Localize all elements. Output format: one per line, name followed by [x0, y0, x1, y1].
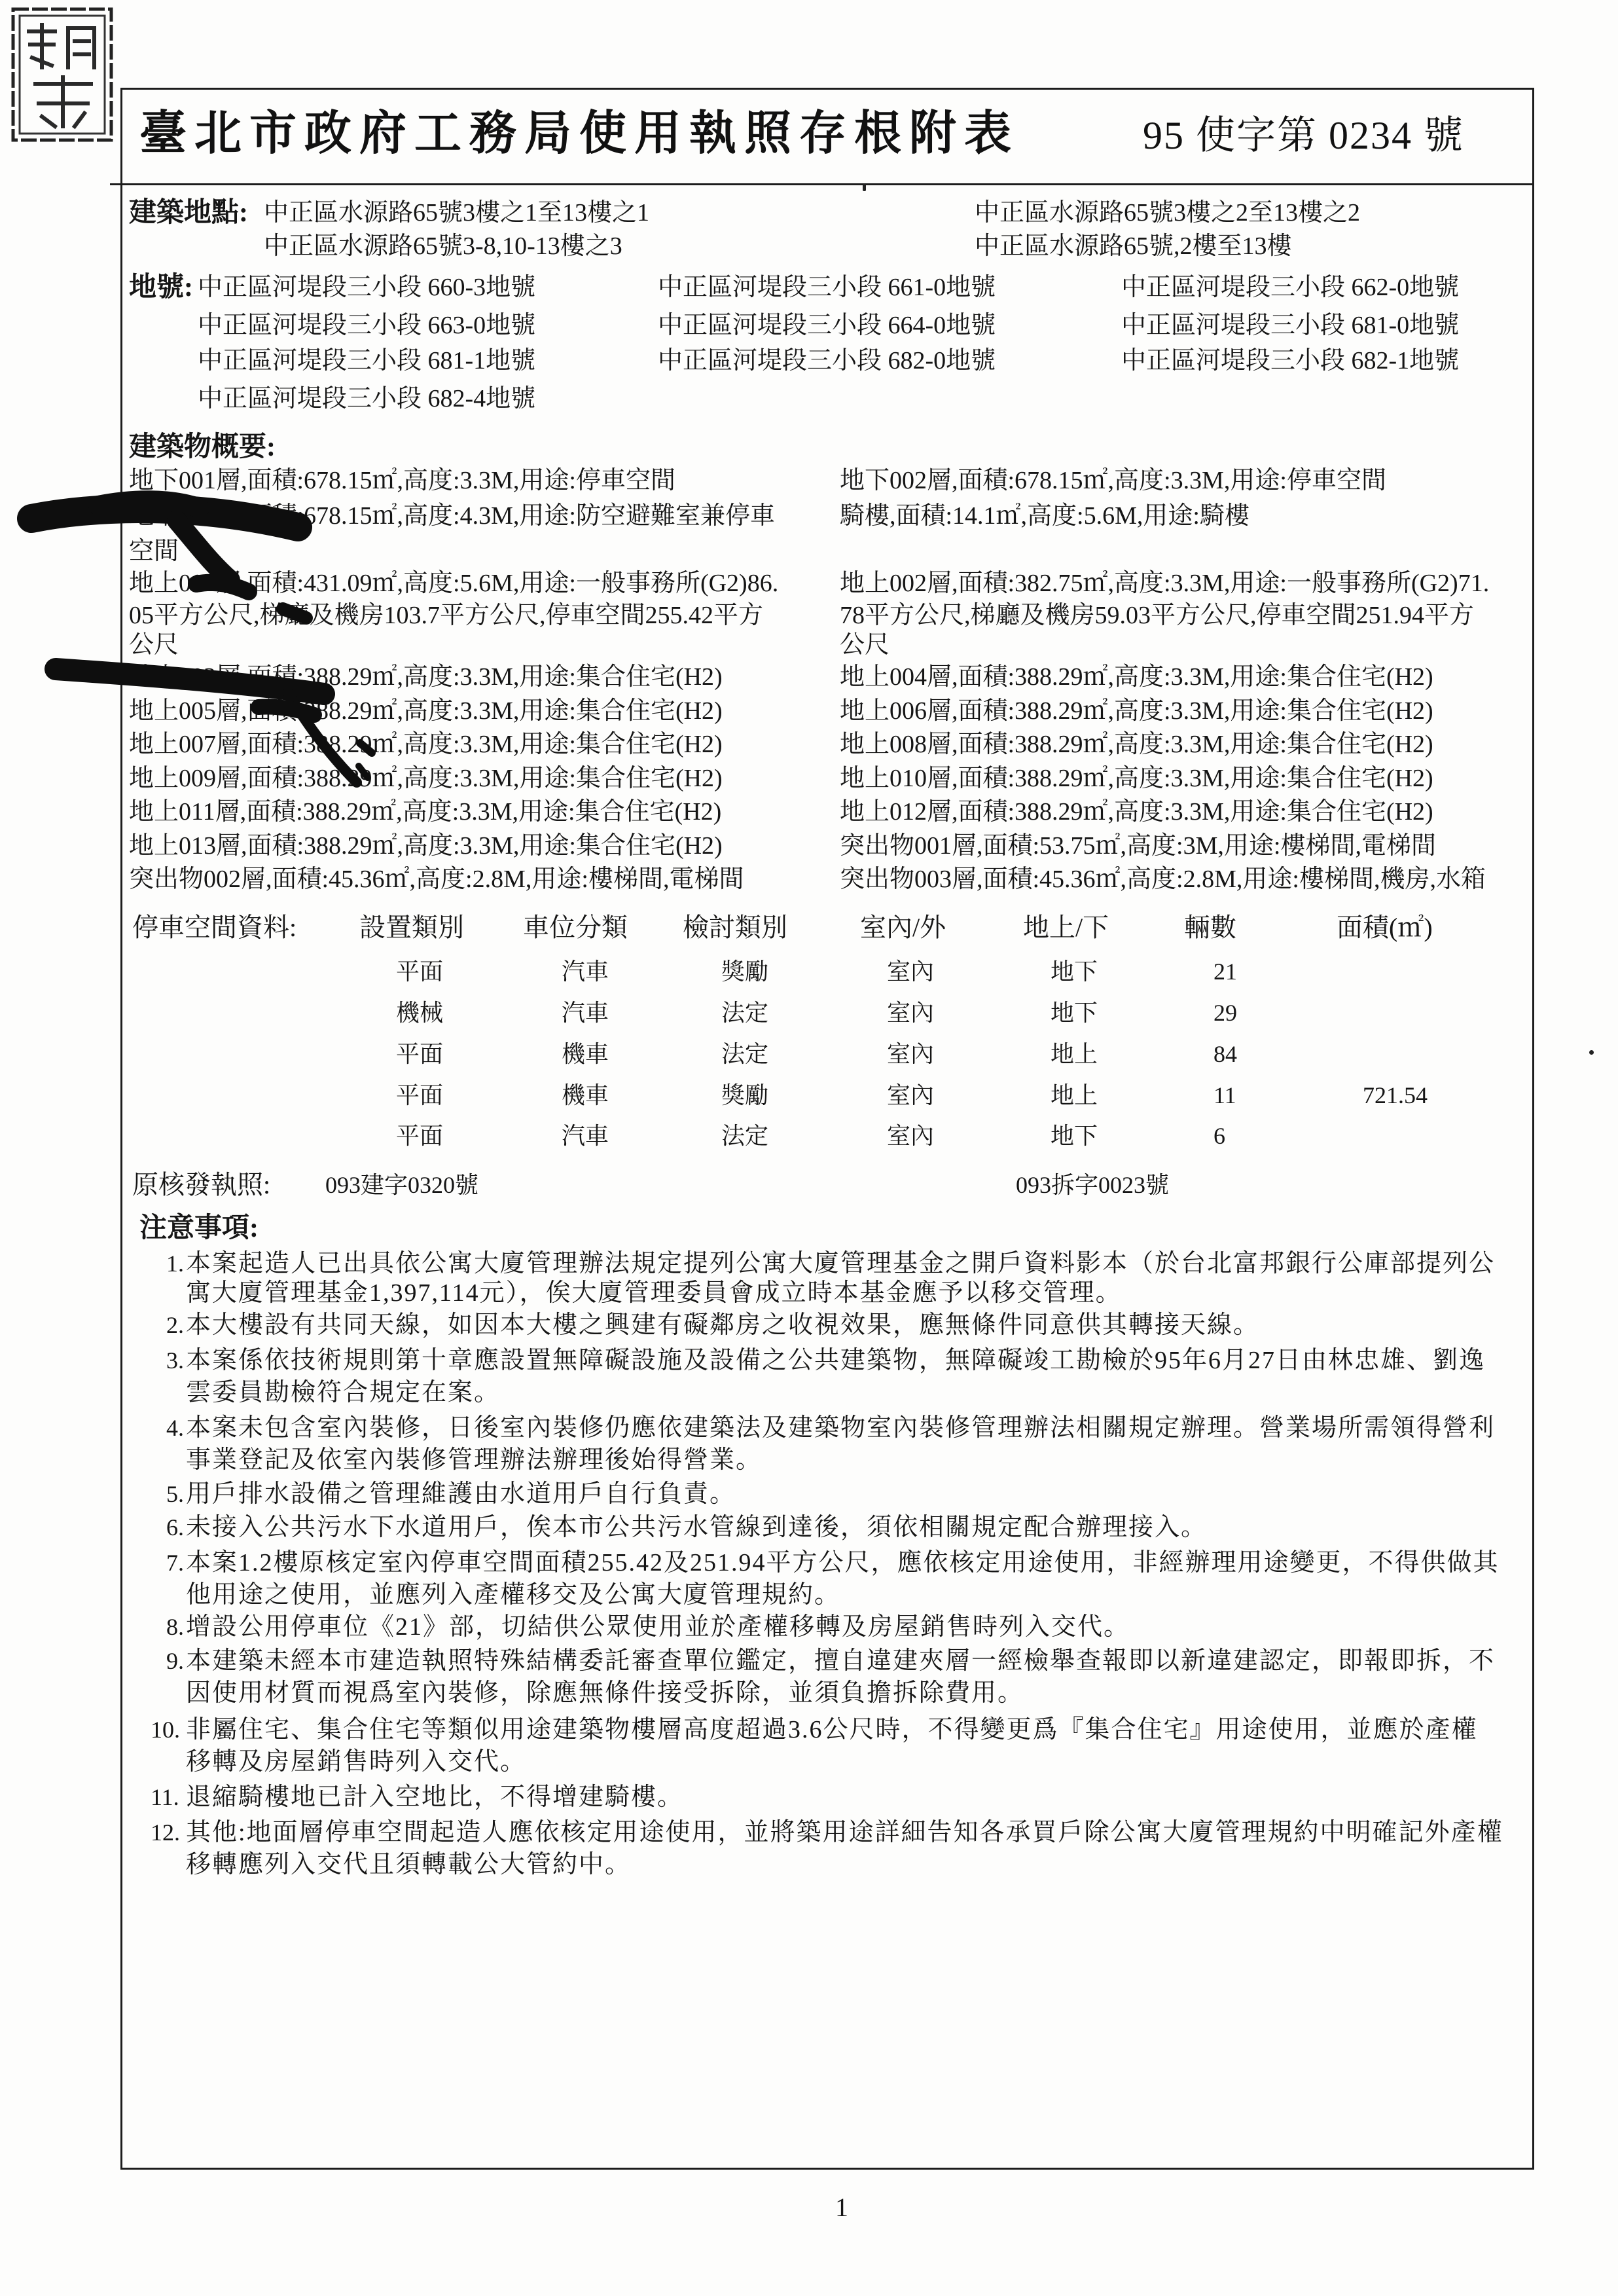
table-cell: 29	[1214, 1000, 1237, 1026]
marker-redaction	[0, 0, 406, 799]
note-number: 2.	[166, 1312, 184, 1338]
summary-line: 地上013層,面積:388.29㎡,高度:3.3M,用途:集合住宅(H2)	[129, 832, 723, 860]
note-line: 其他:地面層停車空間起造人應依核定用途使用，並將築用途詳細告知各承買戶除公寓大廈管理規約中明確記外產權	[186, 1819, 1503, 1846]
page-number: 1	[835, 2193, 848, 2222]
building-permit-number: 093建字0320號	[325, 1172, 479, 1198]
table-cell: 汽車	[562, 958, 609, 985]
table-cell: 平面	[396, 958, 444, 985]
note-number: 1.	[166, 1250, 184, 1277]
lot-item: 中正區河堤段三小段 661-0地號	[658, 274, 996, 301]
table-cell: 平面	[396, 1041, 444, 1067]
location-item: 中正區水源路65號,2樓至13樓	[975, 232, 1292, 260]
table-cell-area: 721.54	[1363, 1082, 1428, 1108]
note-line: 增設公用停車位《21》部，切結供公眾使用並於產權移轉及房屋銷售時列入交代。	[186, 1613, 1130, 1641]
parking-column-header: 輛數	[1184, 913, 1236, 942]
note-number: 9.	[166, 1648, 184, 1674]
summary-line: 突出物003層,面積:45.36㎡,高度:2.8M,用途:樓梯間,機房,水箱	[840, 866, 1486, 893]
summary-line: 地上010層,面積:388.29㎡,高度:3.3M,用途:集合住宅(H2)	[840, 765, 1433, 792]
lot-item: 中正區河堤段三小段 662-0地號	[1121, 274, 1460, 301]
note-line: 本案起造人已出具依公寓大廈管理辦法規定提列公寓大廈管理基金之開戶資料影本（於台北富邦銀行公庫部提列公	[186, 1250, 1496, 1277]
note-number: 6.	[166, 1514, 184, 1540]
summary-line: 騎樓,面積:14.1㎡,高度:5.6M,用途:騎樓	[840, 502, 1249, 530]
table-cell: 6	[1214, 1123, 1225, 1149]
lot-item: 中正區河堤段三小段 681-0地號	[1121, 312, 1460, 339]
parking-column-header: 檢討類別	[683, 913, 787, 942]
lot-item: 中正區河堤段三小段 682-4地號	[198, 385, 536, 412]
note-line: 退縮騎樓地已計入空地比，不得增建騎樓。	[186, 1783, 684, 1811]
note-number: 8.	[166, 1614, 184, 1640]
summary-line: 地上001層,面積:431.09㎡,高度:5.6M,用途:一般事務所(G2)86.	[129, 570, 779, 597]
summary-line: 公尺	[129, 631, 179, 659]
table-cell: 平面	[396, 1123, 444, 1149]
note-number: 4.	[166, 1415, 184, 1441]
note-number: 10.	[151, 1717, 180, 1743]
summary-line: 地上002層,面積:382.75㎡,高度:3.3M,用途:一般事務所(G2)71.	[840, 570, 1490, 597]
table-cell: 法定	[721, 1000, 769, 1026]
lot-item: 中正區河堤段三小段 681-1地號	[198, 347, 536, 374]
note-line: 移轉及房屋銷售時列入交代。	[186, 1748, 527, 1776]
parking-column-header: 室內/外	[860, 913, 946, 942]
note-number: 3.	[166, 1347, 184, 1374]
summary-line: 地上009層,面積:388.29㎡,高度:3.3M,用途:集合住宅(H2)	[129, 765, 723, 792]
note-line: 寓大廈管理基金1,397,114元），俟大廈管理委員會成立時本基金應予以移交管理。	[186, 1279, 1122, 1307]
summary-line: 05平方公尺,梯廳及機房103.7平方公尺,停車空間255.42平方	[129, 602, 764, 629]
note-line: 移轉應列入交代且須轉載公大管約中。	[186, 1851, 632, 1878]
table-cell: 平面	[396, 1082, 444, 1108]
note-line: 未接入公共污水下水道用戶，俟本市公共污水管線到達後，須依相關規定配合辦理接入。	[186, 1514, 1208, 1541]
note-line: 因使用材質而視爲室內裝修，除應無條件接受拆除，並須負擔拆除費用。	[186, 1679, 1024, 1707]
table-cell: 地下	[1051, 1000, 1098, 1026]
note-line: 本案1.2樓原核定室內停車空間面積255.42及251.94平方公尺，應依核定用途使用，非經辦理用途變更，不得供做其	[186, 1549, 1500, 1576]
location-item: 中正區水源路65號3樓之2至13樓之2	[975, 199, 1361, 227]
table-cell: 汽車	[562, 1000, 609, 1026]
summary-line: 公尺	[840, 631, 890, 659]
table-cell: 室內	[887, 1123, 935, 1149]
table-cell: 室內	[887, 1082, 935, 1108]
table-cell: 機車	[562, 1082, 609, 1108]
table-cell: 室內	[887, 1041, 935, 1067]
table-cell: 21	[1214, 958, 1237, 985]
note-line: 本案係依技術規則第十章應設置無障礙設施及設備之公共建築物，無障礙竣工勘檢於95年6月27日由林忠雄、劉逸	[186, 1347, 1486, 1374]
summary-line: 突出物001層,面積:53.75㎡,高度:3M,用途:樓梯間,電梯間	[840, 832, 1436, 860]
note-line: 本大樓設有共同天線，如因本大樓之興建有礙鄰房之收視效果，應無條件同意供其轉接天線。	[186, 1311, 1260, 1339]
lots-label: 地號:	[129, 272, 193, 302]
note-line: 非屬住宅、集合住宅等類似用途建築物樓層高度超過3.6公尺時，不得變更爲『集合住宅』用途使用，並應於產權	[186, 1716, 1478, 1743]
note-number: 5.	[166, 1481, 184, 1507]
note-line: 雲委員勘檢符合規定在案。	[186, 1379, 501, 1406]
summary-line: 地上012層,面積:388.29㎡,高度:3.3M,用途:集合住宅(H2)	[840, 798, 1433, 826]
note-number: 11.	[151, 1784, 179, 1810]
lot-item: 中正區河堤段三小段 682-1地號	[1121, 347, 1460, 374]
parking-column-header: 車位分類	[523, 913, 628, 942]
table-cell: 機車	[562, 1041, 609, 1067]
location-item: 中正區水源路65號3-8,10-13樓之3	[264, 232, 622, 260]
scan-speck	[1589, 1050, 1594, 1055]
table-cell: 地上	[1051, 1082, 1098, 1108]
table-cell: 84	[1214, 1041, 1237, 1067]
table-cell: 法定	[721, 1123, 769, 1149]
note-line: 用戶排水設備之管理維護由水道用戶自行負責。	[186, 1480, 736, 1508]
note-line: 他用途之使用，並應列入產權移交及公寓大廈管理規約。	[186, 1581, 841, 1609]
license-number: 95 使字第 0234 號	[1143, 114, 1464, 157]
summary-line: 地下002層,面積:678.15㎡,高度:3.3M,用途:停車空間	[840, 467, 1386, 494]
table-cell: 室內	[887, 1000, 935, 1026]
page-title: 臺北市政府工務局使用執照存根附表	[139, 107, 1020, 160]
notes-label: 注意事項:	[139, 1213, 259, 1243]
summary-line: 地下003層,面積:678.15㎡,高度:4.3M,用途:防空避難室兼停車	[129, 502, 775, 530]
lot-item: 中正區河堤段三小段 664-0地號	[658, 312, 996, 339]
summary-line: 地下001層,面積:678.15㎡,高度:3.3M,用途:停車空間	[129, 467, 675, 494]
parking-column-header: 面積(㎡)	[1337, 913, 1433, 942]
table-cell: 11	[1214, 1082, 1236, 1108]
location-item: 中正區水源路65號3樓之1至13樓之1	[264, 199, 650, 227]
summary-line: 突出物002層,面積:45.36㎡,高度:2.8M,用途:樓梯間,電梯間	[129, 866, 744, 893]
summary-line: 地上004層,面積:388.29㎡,高度:3.3M,用途:集合住宅(H2)	[840, 663, 1433, 691]
parking-column-header: 設置類別	[359, 913, 464, 942]
table-cell: 獎勵	[721, 1082, 769, 1108]
summary-line: 地上006層,面積:388.29㎡,高度:3.3M,用途:集合住宅(H2)	[840, 697, 1433, 725]
note-line: 事業登記及依室內裝修管理辦法辦理後始得營業。	[186, 1446, 763, 1474]
lot-item: 中正區河堤段三小段 682-0地號	[658, 347, 996, 374]
parking-label: 停車空間資料:	[132, 913, 297, 942]
summary-line: 地上011層,面積:388.29㎡,高度:3.3M,用途:集合住宅(H2)	[129, 798, 722, 826]
table-cell: 法定	[721, 1041, 769, 1067]
table-cell: 地下	[1051, 1123, 1098, 1149]
parking-column-header: 地上/下	[1023, 913, 1109, 942]
table-cell: 地下	[1051, 958, 1098, 985]
note-line: 本案未包含室內裝修，日後室內裝修仍應依建築法及建築物室內裝修管理辦法相關規定辦理。營業場所需領得營利	[186, 1414, 1496, 1442]
note-number: 7.	[166, 1550, 184, 1576]
summary-line: 地上005層,面積:388.29㎡,高度:3.3M,用途:集合住宅(H2)	[129, 697, 723, 725]
summary-label: 建築物概要:	[129, 432, 276, 462]
summary-line: 地上003層,面積:388.29㎡,高度:3.3M,用途:集合住宅(H2)	[129, 663, 723, 691]
note-number: 12.	[151, 1819, 180, 1846]
lot-item: 中正區河堤段三小段 660-3地號	[198, 274, 536, 301]
summary-line: 地上007層,面積:388.29㎡,高度:3.3M,用途:集合住宅(H2)	[129, 731, 723, 758]
lot-item: 中正區河堤段三小段 663-0地號	[198, 312, 536, 339]
table-cell: 汽車	[562, 1123, 609, 1149]
table-cell: 機械	[396, 1000, 444, 1026]
table-cell: 獎勵	[721, 958, 769, 985]
scan-speck	[863, 183, 866, 191]
demolition-permit-number: 093拆字0023號	[1016, 1172, 1170, 1198]
original-permit-label: 原核發執照:	[132, 1170, 271, 1199]
summary-line: 78平方公尺,梯廳及機房59.03平方公尺,停車空間251.94平方	[840, 602, 1475, 629]
table-cell: 室內	[887, 958, 935, 985]
summary-line: 地上008層,面積:388.29㎡,高度:3.3M,用途:集合住宅(H2)	[840, 731, 1433, 758]
location-label: 建築地點:	[129, 198, 248, 228]
summary-line: 空間	[129, 538, 179, 565]
note-line: 本建築未經本市建造執照特殊結構委託審查單位鑑定，擅自違建夾層一經檢舉查報即以新違建認定，即報即拆，不	[186, 1647, 1496, 1675]
table-cell: 地上	[1051, 1041, 1098, 1067]
